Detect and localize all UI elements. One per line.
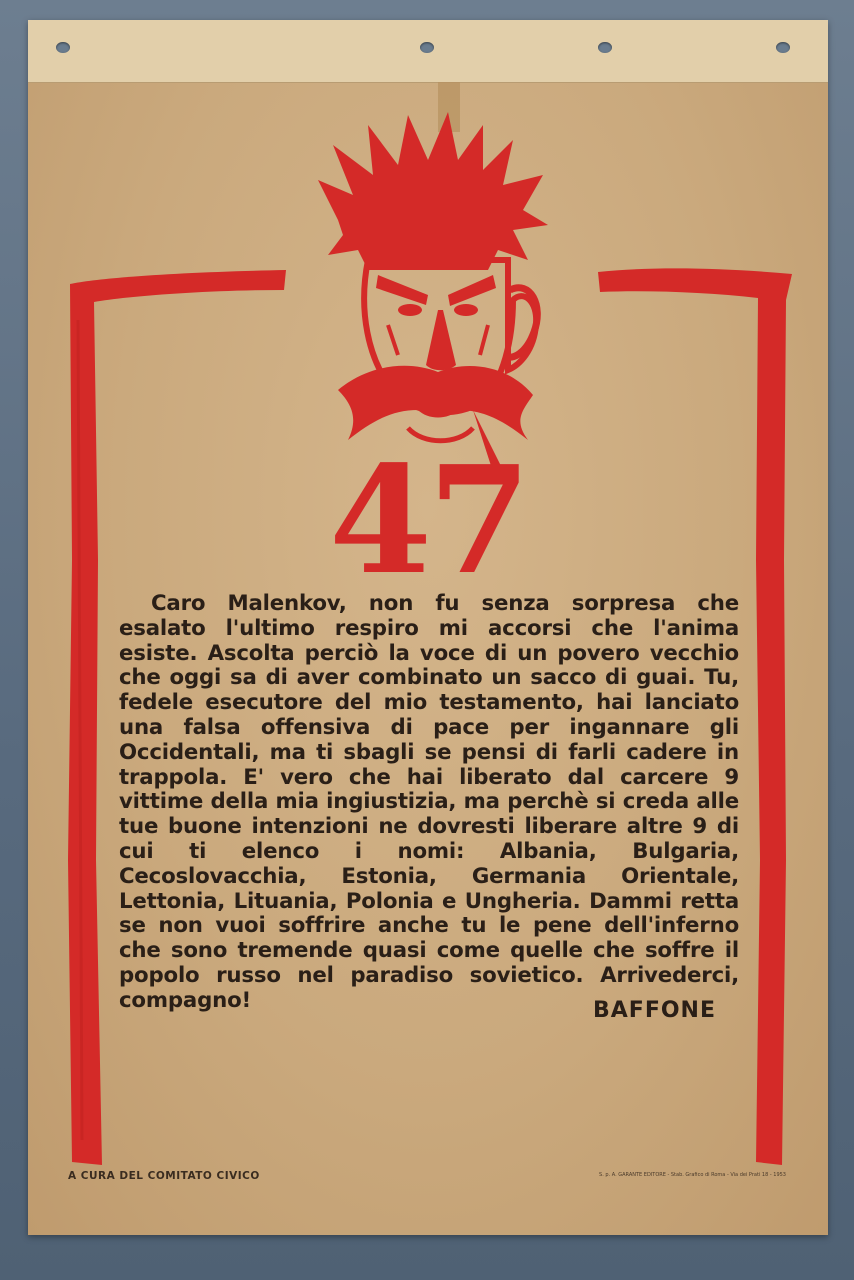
poster-hanger-strip — [28, 20, 828, 83]
signature: BAFFONE — [593, 998, 716, 1023]
hanger-hole — [776, 42, 790, 53]
hanger-hole — [598, 42, 612, 53]
poster-number: 47 — [329, 433, 527, 607]
hanger-hole — [56, 42, 70, 53]
letter-text: Caro Malenkov, non fu senza sorpresa che esalato l'ultimo respiro mi accorsi che l'anima esiste. Ascolta perciò la voce di un povero vecchio che oggi sa di aver combinato un sacco di guai. Tu, fedele esecutore del mio testamento, hai lanciato una falsa offensiva di pace per ingannare gli Occidentali, ma ti sbagli se pensi di farli cadere in trappola. E' vero che hai liberato dal carcere 9 vittime della mia ingiustizia, ma perchè si creda alle tue buone intenzioni ne dovresti liberare altre 9 di cui ti elenco i nomi: Albania, Bulgaria, Cecoslovacchia, Estonia, Germania Orientale, Lettonia, Lituania, Polonia e Ungheria. Dammi retta se non vuoi soffrire anche tu le pene dell'inferno che sono tremende quasi come quelle che soffre il popolo russo nel paradiso sovietico. Arrivederci, compagno! — [119, 591, 739, 1013]
publisher-credit: A CURA DEL COMITATO CIVICO — [68, 1170, 260, 1182]
caricature-portrait — [298, 110, 558, 480]
printer-imprint: S. p. A. GARANTE EDITORE - Stab. Grafico di Roma - Via dei Prati 18 - 1953 — [599, 1172, 786, 1178]
hanger-hole — [420, 42, 434, 53]
poster — [28, 20, 828, 1235]
